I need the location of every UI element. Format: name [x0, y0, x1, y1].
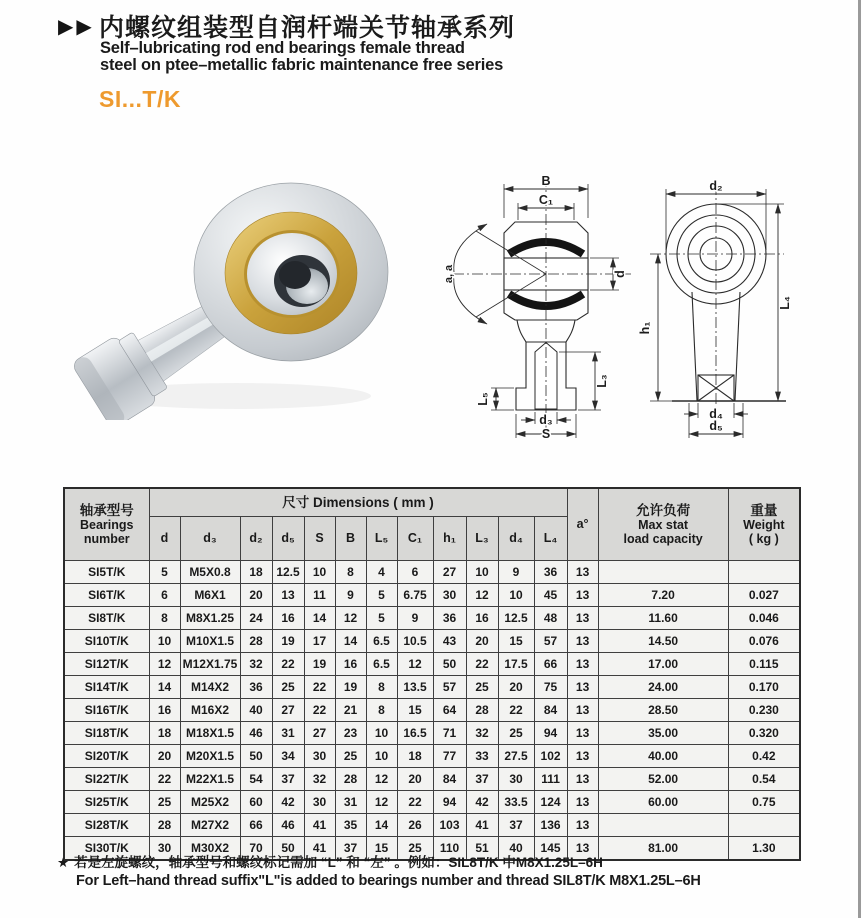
cell-bearing-model: SI30T/K	[64, 836, 149, 860]
cell-value: 14	[149, 675, 180, 698]
dim-label-d: d	[613, 270, 627, 278]
col-header-load-zh: 允许负荷	[636, 502, 691, 518]
cell-value: 6	[397, 560, 433, 583]
cell-value: 12.5	[272, 560, 304, 583]
cell-value: 14	[366, 813, 397, 836]
cell-value: 25	[149, 790, 180, 813]
cell-value: 110	[433, 836, 466, 860]
cell-value: 12	[466, 583, 498, 606]
series-code: SI...T/K	[99, 86, 181, 112]
cell-value: 28	[240, 629, 272, 652]
cell-value: 20	[240, 583, 272, 606]
cell-value: 10	[366, 744, 397, 767]
cell-value: 15	[366, 836, 397, 860]
cell-value: 60.00	[598, 790, 728, 813]
cell-value: 37	[335, 836, 366, 860]
dim-label-L4: L₄	[778, 296, 792, 310]
cell-value: 28	[149, 813, 180, 836]
cell-value: 5	[366, 606, 397, 629]
dim-col-header: L₄	[534, 516, 567, 560]
dim-label-d3: d₃	[539, 413, 553, 427]
cell-value: 77	[433, 744, 466, 767]
cell-value: 13	[567, 652, 598, 675]
cell-value: 145	[534, 836, 567, 860]
cell-value: M27X2	[180, 813, 240, 836]
cell-value: 17	[304, 629, 335, 652]
cell-value: 0.027	[728, 583, 800, 606]
dim-col-header: h₁	[433, 516, 466, 560]
cell-value: 19	[335, 675, 366, 698]
cell-value: 43	[433, 629, 466, 652]
cell-value: 13	[567, 836, 598, 860]
cell-value: M22X1.5	[180, 767, 240, 790]
cell-value: 81.00	[598, 836, 728, 860]
cell-value: M12X1.75	[180, 652, 240, 675]
cell-value: 24	[240, 606, 272, 629]
col-header-bearings-number	[64, 488, 149, 560]
cell-value: 36	[534, 560, 567, 583]
cell-value: 37	[466, 767, 498, 790]
dim-label-d4: d₄	[709, 407, 723, 421]
dim-col-header: d₄	[498, 516, 534, 560]
cell-value: 37	[498, 813, 534, 836]
dim-label-L3: L₃	[595, 374, 609, 388]
cell-value: M14X2	[180, 675, 240, 698]
cell-value: 11	[304, 583, 335, 606]
cell-value: 46	[272, 813, 304, 836]
page-title-en-line2: steel on ptee–metallic fabric maintenance free series	[100, 55, 504, 74]
cell-value: 20	[498, 675, 534, 698]
cell-value: 54	[240, 767, 272, 790]
cell-value: 13	[567, 744, 598, 767]
page-title-en-line1: Self–lubricating rod end bearings female thread	[100, 38, 465, 57]
col-header-load-en1: Max stat	[638, 517, 689, 532]
bearing-head	[194, 183, 388, 361]
cell-value: 10.5	[397, 629, 433, 652]
col-header-weight	[728, 488, 800, 560]
dim-label-a: a, a	[443, 264, 455, 284]
cell-value: M16X2	[180, 698, 240, 721]
cell-value: 18	[149, 721, 180, 744]
cell-value: 24.00	[598, 675, 728, 698]
cell-value: 28	[335, 767, 366, 790]
cell-value: 13	[567, 698, 598, 721]
cell-value: 5	[149, 560, 180, 583]
table-row	[64, 744, 800, 767]
cell-value: 0.046	[728, 606, 800, 629]
cell-value: 124	[534, 790, 567, 813]
cell-value: 28.50	[598, 698, 728, 721]
cell-value: 20	[149, 744, 180, 767]
table-row	[64, 721, 800, 744]
cell-value: 25	[466, 675, 498, 698]
cell-value: 10	[366, 721, 397, 744]
cell-value: 16	[149, 698, 180, 721]
cell-value: 84	[433, 767, 466, 790]
cell-value: 30	[433, 583, 466, 606]
cell-value: 0.75	[728, 790, 800, 813]
cell-value: 10	[466, 560, 498, 583]
cell-value: 16	[272, 606, 304, 629]
cell-value: 13	[567, 813, 598, 836]
cell-value: 14.50	[598, 629, 728, 652]
cell-value: 30	[304, 744, 335, 767]
cell-bearing-model: SI28T/K	[64, 813, 149, 836]
cell-value: 66	[240, 813, 272, 836]
cell-value: 32	[240, 652, 272, 675]
cell-value: 103	[433, 813, 466, 836]
col-header-weight-en1: Weight	[743, 517, 785, 532]
cell-value: M30X2	[180, 836, 240, 860]
cell-value: 94	[433, 790, 466, 813]
col-header-bearings-zh: 轴承型号	[79, 502, 134, 518]
cell-value: M10X1.5	[180, 629, 240, 652]
cell-value: 22	[498, 698, 534, 721]
col-header-bearings-en1: Bearings	[80, 517, 134, 532]
cell-value: 32	[304, 767, 335, 790]
cell-bearing-model: SI14T/K	[64, 675, 149, 698]
dim-label-L5: L₅	[476, 392, 490, 406]
cell-bearing-model: SI10T/K	[64, 629, 149, 652]
cell-value: 36	[433, 606, 466, 629]
cell-value: 13	[567, 721, 598, 744]
cell-bearing-model: SI12T/K	[64, 652, 149, 675]
cell-value: 42	[466, 790, 498, 813]
cell-value	[598, 813, 728, 836]
cell-value: 12.5	[498, 606, 534, 629]
dim-col-header: C₁	[397, 516, 433, 560]
cell-value: 30	[149, 836, 180, 860]
cell-bearing-model: SI5T/K	[64, 560, 149, 583]
cell-value: 11.60	[598, 606, 728, 629]
cell-value: 8	[366, 698, 397, 721]
product-photo	[66, 180, 406, 420]
col-header-weight-en2: ( kg )	[748, 531, 779, 546]
cell-value: 0.115	[728, 652, 800, 675]
cell-value: 28	[466, 698, 498, 721]
cell-value: 25	[397, 836, 433, 860]
cell-value: M25X2	[180, 790, 240, 813]
cell-value: 57	[433, 675, 466, 698]
cell-value: 32	[466, 721, 498, 744]
cell-value: 0.42	[728, 744, 800, 767]
cell-value: M8X1.25	[180, 606, 240, 629]
cell-value: 6.5	[366, 652, 397, 675]
cell-value: 23	[335, 721, 366, 744]
cell-bearing-model: SI20T/K	[64, 744, 149, 767]
table-row	[64, 629, 800, 652]
cell-value: 0.170	[728, 675, 800, 698]
cell-value: 40.00	[598, 744, 728, 767]
cell-value: 41	[304, 836, 335, 860]
cell-value: 12	[149, 652, 180, 675]
cell-value: 7.20	[598, 583, 728, 606]
cell-value: 64	[433, 698, 466, 721]
cell-value: 13	[567, 767, 598, 790]
cell-value: 22	[304, 698, 335, 721]
cell-value: 13	[567, 629, 598, 652]
cell-value: 13	[567, 606, 598, 629]
cell-value: 18	[397, 744, 433, 767]
cell-value: 13.5	[397, 675, 433, 698]
cell-value: 0.076	[728, 629, 800, 652]
footnote-zh-text: 若是左旋螺纹，轴承型号和螺纹标记需加 “L” 和 “左” 。例如：SIL8T/K 中M8X1.25L–6H	[74, 855, 603, 870]
cell-bearing-model: SI8T/K	[64, 606, 149, 629]
cell-value: 66	[534, 652, 567, 675]
cell-value: 14	[304, 606, 335, 629]
cell-value: 102	[534, 744, 567, 767]
cell-value: 6.75	[397, 583, 433, 606]
cell-value: 31	[335, 790, 366, 813]
dim-label-d5: d₅	[709, 419, 723, 433]
cell-bearing-model: SI25T/K	[64, 790, 149, 813]
section-drawing	[443, 170, 663, 442]
dim-label-S: S	[541, 427, 551, 441]
cell-value: 25	[335, 744, 366, 767]
cell-value: 13	[567, 560, 598, 583]
cell-value: 16.5	[397, 721, 433, 744]
cell-value: 30	[498, 767, 534, 790]
dim-label-h1: h₁	[638, 321, 652, 335]
cell-value: 8	[335, 560, 366, 583]
cell-value: M20X1.5	[180, 744, 240, 767]
col-header-load-en2: load capacity	[623, 531, 703, 546]
cell-value: 19	[272, 629, 304, 652]
cell-value: 70	[240, 836, 272, 860]
cell-bearing-model: SI6T/K	[64, 583, 149, 606]
cell-value: 12	[335, 606, 366, 629]
cell-value: 9	[498, 560, 534, 583]
cell-value: 16	[466, 606, 498, 629]
cell-value: 18	[240, 560, 272, 583]
cell-value: 9	[335, 583, 366, 606]
dim-col-header: d	[149, 516, 180, 560]
cell-value: 17.5	[498, 652, 534, 675]
cell-value: 27.5	[498, 744, 534, 767]
table-row	[64, 583, 800, 606]
dim-label-B: B	[541, 174, 551, 188]
cell-value	[598, 560, 728, 583]
star-icon: ★	[57, 855, 70, 870]
page-title-zh: 内螺纹组装型自润杆端关节轴承系列	[99, 14, 516, 42]
cell-value: 15	[397, 698, 433, 721]
cell-value: 0.54	[728, 767, 800, 790]
cell-value: 71	[433, 721, 466, 744]
cell-value: 25	[498, 721, 534, 744]
cell-value: 22	[466, 652, 498, 675]
cell-value: 41	[466, 813, 498, 836]
table-row	[64, 790, 800, 813]
cell-value: 35	[335, 813, 366, 836]
cell-value: 51	[466, 836, 498, 860]
table-row	[64, 698, 800, 721]
cell-value: 40	[240, 698, 272, 721]
cell-value: 41	[304, 813, 335, 836]
cell-value: 45	[534, 583, 567, 606]
cell-value: 50	[240, 744, 272, 767]
cell-value: 21	[335, 698, 366, 721]
cell-value: 9	[397, 606, 433, 629]
cell-value: 12	[366, 790, 397, 813]
cell-value: 5	[366, 583, 397, 606]
cell-value: 35.00	[598, 721, 728, 744]
cell-value: 22	[149, 767, 180, 790]
cell-value: 22	[397, 790, 433, 813]
cell-value: 30	[304, 790, 335, 813]
table-row	[64, 652, 800, 675]
front-drawing	[636, 176, 851, 444]
cell-value: 10	[498, 583, 534, 606]
cell-value: 37	[272, 767, 304, 790]
cell-value: 20	[466, 629, 498, 652]
cell-value: 22	[304, 675, 335, 698]
cell-value: 12	[366, 767, 397, 790]
col-header-load-capacity	[598, 488, 728, 560]
footnote	[57, 854, 701, 890]
cell-value: M6X1	[180, 583, 240, 606]
dimensions-table	[63, 487, 801, 861]
cell-value	[728, 813, 800, 836]
cell-value: 50	[272, 836, 304, 860]
cell-value: 31	[272, 721, 304, 744]
col-header-weight-zh: 重量	[750, 502, 778, 518]
cell-value: 13	[567, 675, 598, 698]
cell-value: 57	[534, 629, 567, 652]
col-header-angle: a°	[567, 488, 598, 560]
cell-value: 14	[335, 629, 366, 652]
cell-value: 40	[498, 836, 534, 860]
col-header-dimensions-group: 尺寸 Dimensions ( mm )	[149, 488, 567, 516]
footnote-line-en: For Left–hand thread suffix"L"is added to bearings number and thread SIL8T/K M8X1.25L–6H	[76, 873, 701, 889]
dim-col-header: d₅	[272, 516, 304, 560]
cell-value: 42	[272, 790, 304, 813]
cell-value: 0.320	[728, 721, 800, 744]
cell-value: 8	[366, 675, 397, 698]
cell-bearing-model: SI18T/K	[64, 721, 149, 744]
cell-bearing-model: SI22T/K	[64, 767, 149, 790]
cell-value: 15	[498, 629, 534, 652]
cell-value: 10	[304, 560, 335, 583]
cell-value: 111	[534, 767, 567, 790]
dim-col-header: B	[335, 516, 366, 560]
table-body	[64, 560, 800, 860]
cell-value: 33.5	[498, 790, 534, 813]
dim-col-header: L₃	[466, 516, 498, 560]
dim-col-header: S	[304, 516, 335, 560]
table-header-row-group	[64, 488, 800, 516]
cell-value: 19	[304, 652, 335, 675]
cell-value: 6	[149, 583, 180, 606]
cell-value: 16	[335, 652, 366, 675]
table-row	[64, 560, 800, 583]
cell-value: 12	[397, 652, 433, 675]
cell-value: 50	[433, 652, 466, 675]
cell-value: 13	[567, 583, 598, 606]
cell-value: M5X0.8	[180, 560, 240, 583]
dim-col-header: d₂	[240, 516, 272, 560]
table-row	[64, 606, 800, 629]
cell-value: 33	[466, 744, 498, 767]
col-header-bearings-en2: number	[83, 531, 130, 546]
dim-col-header: d₃	[180, 516, 240, 560]
cell-value: 17.00	[598, 652, 728, 675]
cell-value: 1.30	[728, 836, 800, 860]
cell-value: 27	[304, 721, 335, 744]
cell-value: 6.5	[366, 629, 397, 652]
page-title-en	[100, 39, 516, 73]
cell-value	[728, 560, 800, 583]
cell-value: 46	[240, 721, 272, 744]
cell-value: 48	[534, 606, 567, 629]
cell-value: 94	[534, 721, 567, 744]
cell-value: 20	[397, 767, 433, 790]
cell-value: 22	[272, 652, 304, 675]
cell-value: 27	[272, 698, 304, 721]
cell-value: 0.230	[728, 698, 800, 721]
cell-value: 36	[240, 675, 272, 698]
cell-value: M18X1.5	[180, 721, 240, 744]
cell-value: 84	[534, 698, 567, 721]
dim-col-header: L₅	[366, 516, 397, 560]
cell-bearing-model: SI16T/K	[64, 698, 149, 721]
cell-value: 10	[149, 629, 180, 652]
cell-value: 52.00	[598, 767, 728, 790]
cell-value: 27	[433, 560, 466, 583]
cell-value: 136	[534, 813, 567, 836]
dim-label-d2: d₂	[709, 179, 723, 193]
table-row	[64, 767, 800, 790]
table-row	[64, 813, 800, 836]
page-edge-shadow	[858, 0, 861, 918]
dim-label-C1: C₁	[538, 193, 554, 207]
cell-value: 34	[272, 744, 304, 767]
cell-value: 25	[272, 675, 304, 698]
cell-value: 13	[272, 583, 304, 606]
cell-value: 8	[149, 606, 180, 629]
cell-value: 13	[567, 790, 598, 813]
cell-value: 26	[397, 813, 433, 836]
header-arrows-icon: ▶▶	[58, 16, 95, 38]
table-row	[64, 675, 800, 698]
cell-value: 75	[534, 675, 567, 698]
cell-value: 60	[240, 790, 272, 813]
footnote-line-zh	[57, 854, 701, 872]
cell-value: 4	[366, 560, 397, 583]
